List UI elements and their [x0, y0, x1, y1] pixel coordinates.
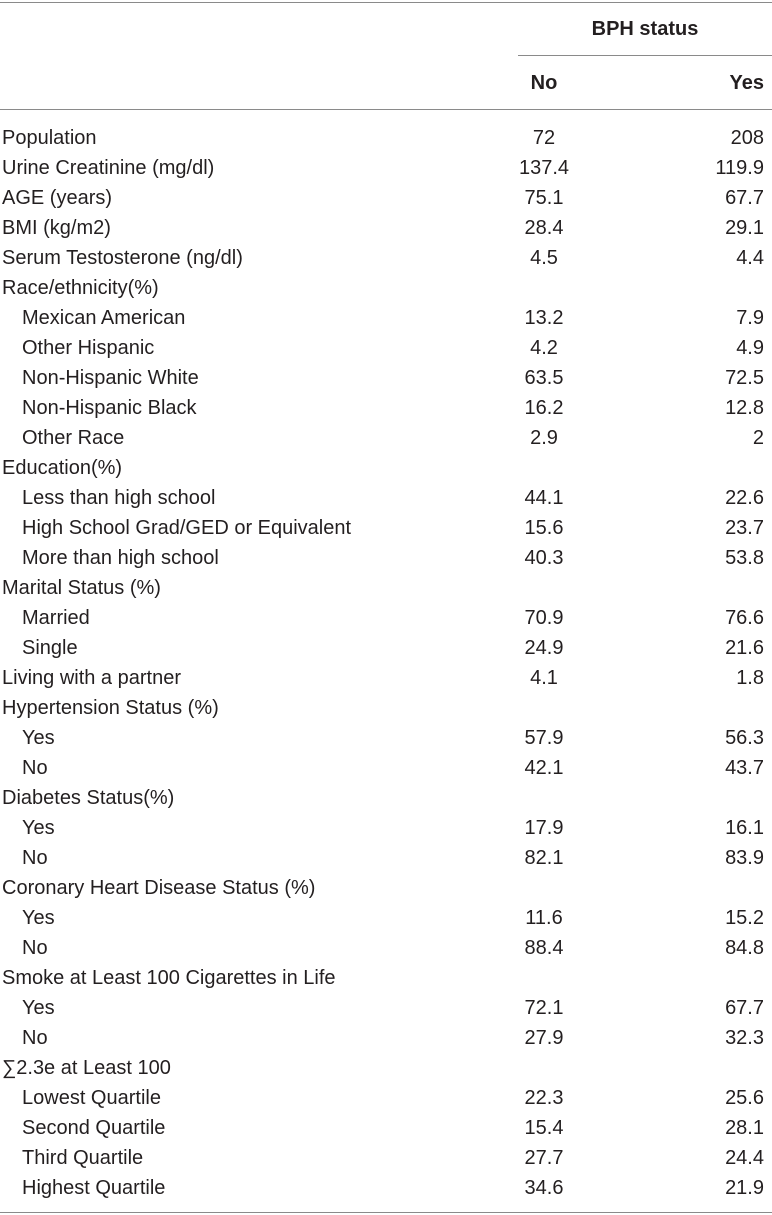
value-yes: 23.7	[725, 517, 764, 539]
table-row	[0, 273, 772, 303]
table-row	[0, 1143, 772, 1173]
value-yes: 32.3	[725, 1027, 764, 1049]
row-label: AGE (years)	[2, 187, 113, 209]
row-label: Highest Quartile	[22, 1177, 166, 1199]
row-label: Lowest Quartile	[22, 1087, 161, 1109]
table-row	[0, 933, 772, 963]
value-no: 4.1	[530, 667, 558, 689]
value-no: 27.9	[524, 1027, 564, 1049]
value-no: 13.2	[524, 307, 564, 329]
value-no: 57.9	[524, 727, 564, 749]
value-yes: 22.6	[725, 487, 764, 509]
row-label: Mexican American	[22, 307, 186, 329]
table-bottom-rule	[0, 1212, 772, 1213]
row-label: Yes	[22, 997, 55, 1019]
value-yes: 208	[730, 127, 764, 149]
value-no: 75.1	[524, 187, 564, 209]
value-no: 88.4	[524, 937, 564, 959]
row-label: Urine Creatinine (mg/dl)	[2, 157, 215, 179]
value-no: 82.1	[524, 847, 564, 869]
table-row	[0, 1113, 772, 1143]
table-body	[0, 123, 772, 1203]
value-yes: 1.8	[736, 667, 764, 689]
value-yes: 25.6	[725, 1087, 764, 1109]
table-row	[0, 453, 772, 483]
value-no: 4.5	[530, 247, 558, 269]
value-yes: 24.4	[725, 1147, 764, 1169]
value-yes: 67.7	[725, 997, 764, 1019]
value-no: 40.3	[524, 547, 564, 569]
value-no: 44.1	[524, 487, 564, 509]
value-yes: 4.4	[736, 247, 764, 269]
value-no: 42.1	[524, 757, 564, 779]
table-row	[0, 243, 772, 273]
value-no: 2.9	[530, 427, 558, 449]
value-no: 15.6	[524, 517, 564, 539]
value-no: 63.5	[524, 367, 564, 389]
table-row	[0, 1023, 772, 1053]
value-yes: 72.5	[725, 367, 764, 389]
row-label: Other Race	[22, 427, 125, 449]
row-label: Yes	[22, 727, 55, 749]
row-label: High School Grad/GED or Equivalent	[22, 517, 352, 539]
table-row	[0, 633, 772, 663]
row-label: Third Quartile	[22, 1147, 144, 1169]
table-row	[0, 423, 772, 453]
row-label: Yes	[22, 907, 55, 929]
value-no: 4.2	[530, 337, 558, 359]
value-yes: 15.2	[725, 907, 764, 929]
table-row	[0, 693, 772, 723]
bph-status-header: BPH status	[591, 18, 699, 40]
table-row	[0, 783, 772, 813]
table-row	[0, 1083, 772, 1113]
value-yes: 43.7	[725, 757, 764, 779]
row-label: Coronary Heart Disease Status (%)	[2, 877, 316, 899]
value-yes: 84.8	[725, 937, 764, 959]
value-no: 17.9	[524, 817, 564, 839]
value-yes: 16.1	[725, 817, 764, 839]
table-row	[0, 963, 772, 993]
row-label: No	[22, 1027, 48, 1049]
row-label: Smoke at Least 100 Cigarettes in Life	[2, 967, 336, 989]
table-row	[0, 153, 772, 183]
table-row	[0, 183, 772, 213]
row-label: Married	[22, 607, 90, 629]
row-label: Population	[2, 127, 97, 149]
value-yes: 53.8	[725, 547, 764, 569]
value-yes: 7.9	[736, 307, 764, 329]
value-yes: 29.1	[725, 217, 764, 239]
row-label: Marital Status (%)	[2, 577, 161, 599]
value-yes: 12.8	[725, 397, 764, 419]
table-row	[0, 333, 772, 363]
table-row	[0, 393, 772, 423]
value-no: 70.9	[524, 607, 564, 629]
row-label: More than high school	[22, 547, 219, 569]
row-label: Single	[22, 637, 78, 659]
row-label: No	[22, 757, 48, 779]
table-row	[0, 873, 772, 903]
value-no: 34.6	[524, 1177, 564, 1199]
table-row	[0, 1173, 772, 1203]
table-row	[0, 753, 772, 783]
value-yes: 119.9	[715, 157, 764, 179]
value-no: 72	[532, 127, 556, 149]
row-label: Living with a partner	[2, 667, 181, 689]
table-row	[0, 663, 772, 693]
table-row	[0, 123, 772, 153]
row-label: No	[22, 937, 48, 959]
table-row	[0, 603, 772, 633]
value-yes: 56.3	[725, 727, 764, 749]
value-no: 72.1	[524, 997, 564, 1019]
table-row	[0, 573, 772, 603]
header-rule	[0, 109, 772, 110]
value-no: 16.2	[524, 397, 564, 419]
row-label: Education(%)	[2, 457, 123, 479]
value-yes: 2	[752, 427, 764, 449]
value-no: 24.9	[524, 637, 564, 659]
table-row	[0, 513, 772, 543]
table-row	[0, 303, 772, 333]
value-no: 28.4	[524, 217, 564, 239]
value-yes: 21.6	[725, 637, 764, 659]
table-row	[0, 903, 772, 933]
row-label: Diabetes Status(%)	[2, 787, 175, 809]
value-no: 22.3	[524, 1087, 564, 1109]
row-label: Less than high school	[22, 487, 216, 509]
row-label: ∑2.3e at Least 100	[2, 1057, 171, 1079]
value-yes: 21.9	[725, 1177, 764, 1199]
value-no: 27.7	[524, 1147, 564, 1169]
column-header-yes: Yes	[729, 72, 764, 94]
group-header-rule	[518, 55, 772, 56]
row-label: Non-Hispanic Black	[22, 397, 197, 419]
row-label: Hypertension Status (%)	[2, 697, 219, 719]
row-label: Second Quartile	[22, 1117, 166, 1139]
table-row	[0, 363, 772, 393]
table-row	[0, 723, 772, 753]
row-label: No	[22, 847, 48, 869]
row-label: Non-Hispanic White	[22, 367, 199, 389]
value-yes: 4.9	[736, 337, 764, 359]
table-row	[0, 483, 772, 513]
table-row	[0, 813, 772, 843]
table-top-rule	[0, 2, 772, 3]
value-no: 11.6	[525, 907, 563, 929]
row-label: Other Hispanic	[22, 337, 155, 359]
row-label: Race/ethnicity(%)	[2, 277, 159, 299]
table-row	[0, 843, 772, 873]
value-no: 137.4	[518, 157, 570, 179]
value-yes: 28.1	[725, 1117, 764, 1139]
table-row	[0, 543, 772, 573]
value-yes: 67.7	[725, 187, 764, 209]
table-row	[0, 213, 772, 243]
table-row	[0, 1053, 772, 1083]
table-row	[0, 993, 772, 1023]
row-label: Serum Testosterone (ng/dl)	[2, 247, 243, 269]
column-header-no: No	[530, 72, 558, 94]
value-yes: 76.6	[725, 607, 764, 629]
row-label: BMI (kg/m2)	[2, 217, 111, 239]
value-yes: 83.9	[725, 847, 764, 869]
row-label: Yes	[22, 817, 55, 839]
value-no: 15.4	[524, 1117, 564, 1139]
